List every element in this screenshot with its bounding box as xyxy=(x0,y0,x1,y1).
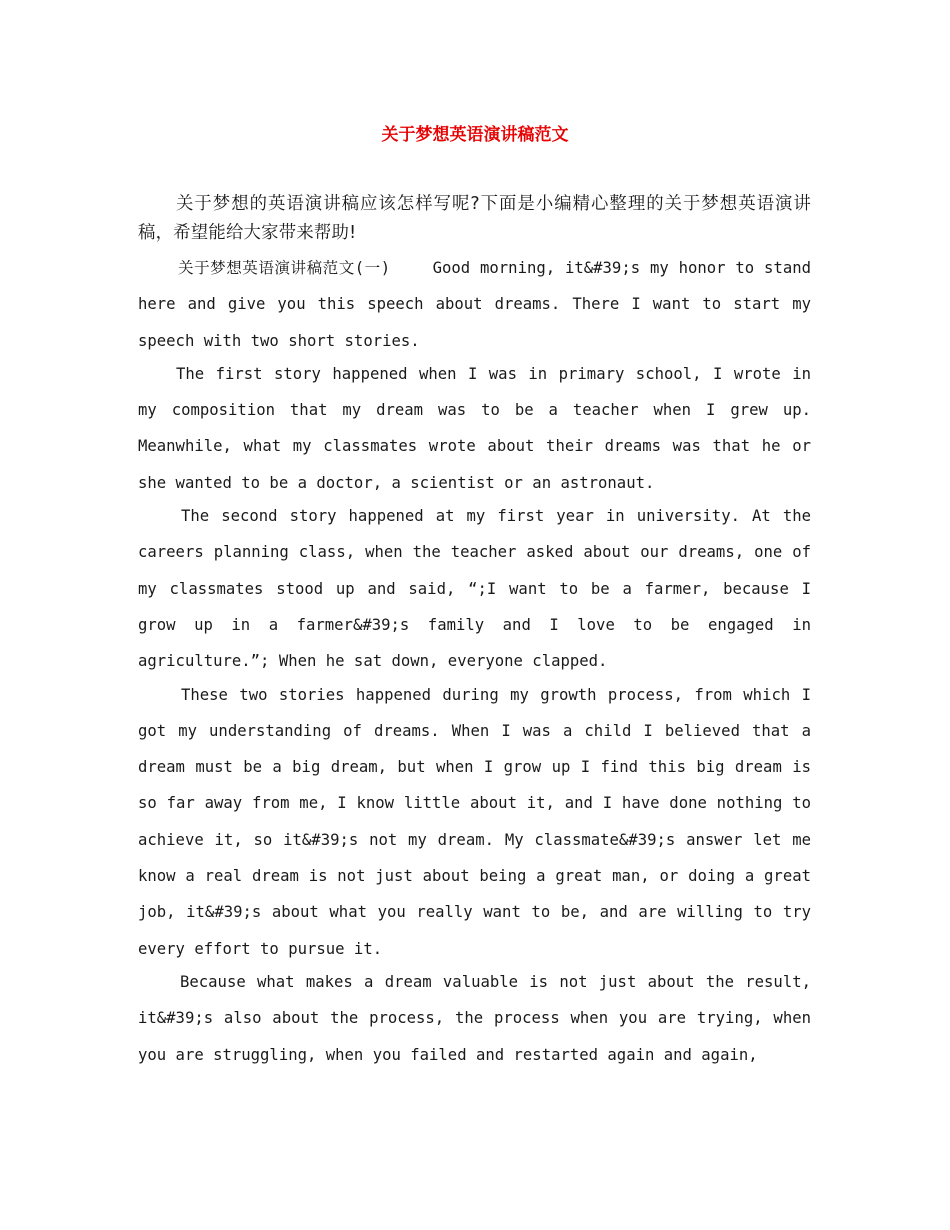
speech-paragraph-1: 关于梦想英语演讲稿范文(一) Good morning, it&#39;s my honor to stand here and give you this speech about dreams. There I want to start my speech with two short stories. xyxy=(138,259,811,350)
speech-paragraph-5: Because what makes a dream valuable is not just about the result, it&#39;s also about the process, the process when you are trying, when you are struggling, when you failed and restarted again and again, xyxy=(138,972,811,1064)
speech-paragraph-3: The second story happened at my first year in university. At the careers planning class, when the teacher asked about our dreams, one of my classmates stood up and said, “;I want to be a farmer, because I grow up in a farmer&#39;s family and I love to be engaged in agriculture.”; When he sat down, everyone clapped. xyxy=(138,507,811,671)
speech-paragraph-2: The first story happened when I was in primary school, I wrote in my composition that my dream was to be a teacher when I grew up. Meanwhile, what my classmates wrote about their dreams was that he or she wanted to be a doctor, a scientist or an astronaut. xyxy=(138,364,811,492)
document-title: 关于梦想英语演讲稿范文 xyxy=(381,125,569,145)
intro-paragraph: 关于梦想的英语演讲稿应该怎样写呢?下面是小编精心整理的关于梦想英语演讲稿，希望能给大家带来帮助! xyxy=(138,194,811,243)
speech-paragraph-4: These two stories happened during my growth process, from which I got my understanding of dreams. When I was a child I believed that a dream must be a big dream, but when I grow up I find this big dream is so far away from me, I know little about it, and I have done nothing to achieve it, so it&#39;s not my dream. My classmate&#39;s answer let me know a real dream is not just about being a great man, or doing a great job, it&#39;s about what you really want to be, and are willing to try every effort to pursue it. xyxy=(138,685,811,958)
document-body xyxy=(138,190,811,1073)
